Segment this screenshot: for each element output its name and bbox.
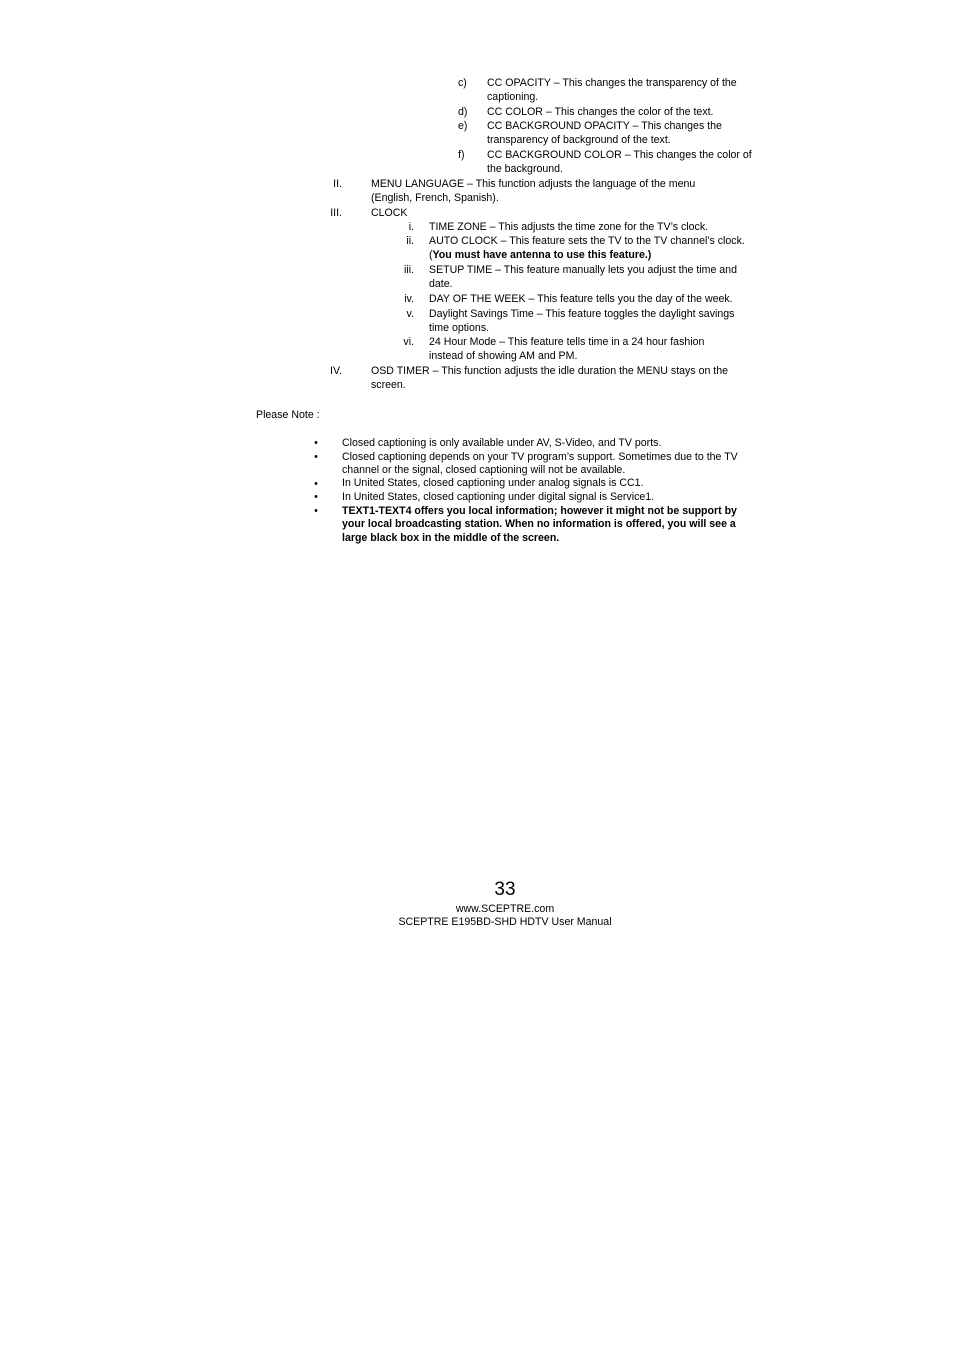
note-label: Please Note : (256, 409, 320, 421)
list-marker: iv. (404, 293, 414, 305)
list-item-text: CC BACKGROUND COLOR – This changes the color of the background. (487, 149, 752, 176)
menu-item-text: OSD TIMER – This function adjusts the idle duration the MENU stays on the screen. (371, 365, 729, 392)
list-item-text: DAY OF THE WEEK – This feature tells you the day of the week. (429, 293, 733, 305)
bullet-mark: • (314, 491, 318, 503)
list-item-text (429, 234, 757, 263)
note-text: In United States, closed captioning under analog signals is CC1. (342, 477, 644, 489)
list-marker: ii. (406, 235, 414, 247)
roman-marker: III. (330, 207, 342, 219)
list-marker: iii. (403, 264, 414, 276)
list-marker: e) (458, 120, 468, 132)
menu-item-text: MENU LANGUAGE – This function adjusts the language of the menu (English, French, Spanish). (371, 178, 696, 205)
list-item-text: CC OPACITY – This changes the transparency of the captioning. (487, 77, 737, 104)
list-item-text: CC COLOR – This changes the color of the text. (487, 106, 714, 118)
page-number: 33 (494, 879, 516, 900)
list-item-text: CC BACKGROUND OPACITY – This changes the transparency of background of the text. (487, 120, 722, 147)
bullet-mark: • (314, 478, 318, 490)
bullet-mark: • (314, 505, 318, 517)
note-text: Closed captioning is only available under AV, S-Video, and TV ports. (342, 437, 662, 449)
footer-manual-title: SCEPTRE E195BD-SHD HDTV User Manual (398, 916, 612, 928)
bullet-mark: • (314, 437, 318, 449)
auto-clock-text: AUTO CLOCK – This feature sets the TV to the TV channel’s clock. ( (429, 235, 745, 262)
list-item-text: Daylight Savings Time – This feature toggles the daylight savings time options. (429, 308, 735, 335)
list-marker: c) (458, 77, 467, 89)
list-marker: d) (458, 106, 468, 118)
list-item-text: SETUP TIME – This feature manually lets you adjust the time and date. (429, 264, 737, 291)
roman-marker: II. (333, 178, 342, 190)
list-item-text: 24 Hour Mode – This feature tells time in a 24 hour fashion instead of showing AM and PM. (429, 336, 705, 363)
roman-marker: IV. (330, 365, 342, 377)
footer-website: www.SCEPTRE.com (455, 903, 555, 915)
menu-item-text: CLOCK (371, 207, 408, 219)
antenna-warning: You must have antenna to use this feature.) (432, 249, 652, 262)
list-item-text: TIME ZONE – This adjusts the time zone for the TV’s clock. (429, 221, 709, 233)
note-text: In United States, closed captioning under digital signal is Service1. (342, 491, 655, 503)
bullet-mark: • (314, 451, 318, 463)
list-marker: v. (406, 308, 414, 320)
note-text: Closed captioning depends on your TV program’s support. Sometimes due to the TV channel or the signal, closed captioning will not be available. (342, 451, 738, 477)
list-marker: f) (458, 149, 465, 161)
note-text-bold: TEXT1-TEXT4 offers you local information; however it might not be support by your local broadcasting station. When no information is offered, you will see a large black box in the middle of the screen. (342, 505, 737, 544)
list-marker: vi. (403, 336, 414, 348)
list-marker: i. (408, 221, 414, 233)
